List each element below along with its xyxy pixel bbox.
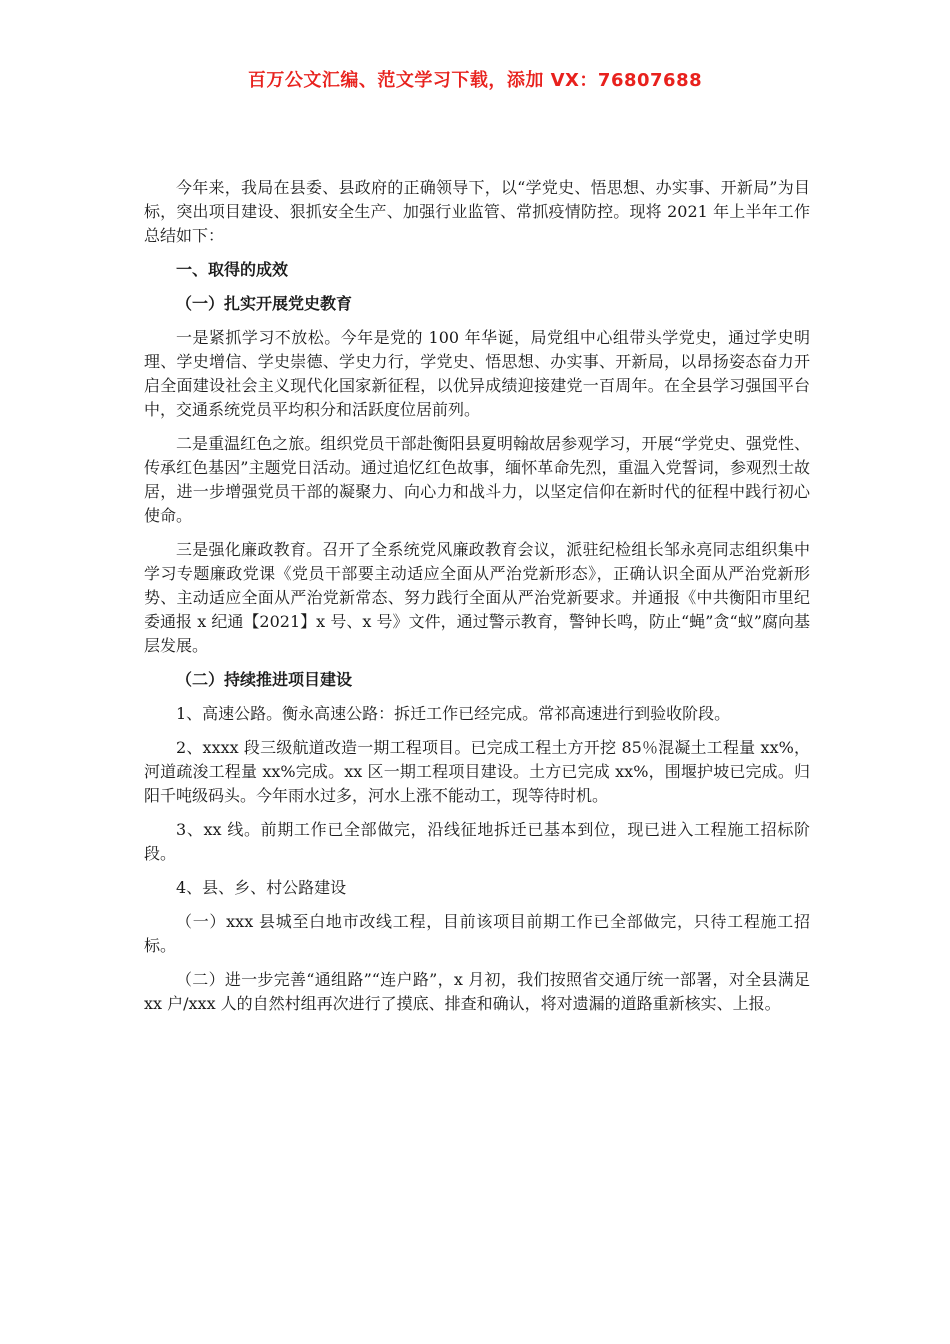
- paragraph-road-construction: 4、县、乡、村公路建设: [176, 878, 347, 897]
- paragraph-county-road: （一）xxx 县城至白地市改线工程，目前该项目前期工作已全部做完，只待工程施工招标。: [144, 912, 810, 955]
- subheading-project-construction: （二）持续推进项目建设: [176, 670, 353, 689]
- watermark-header: 百万公文汇编、范文学习下载，添加 VX：76807688: [247, 70, 703, 91]
- paragraph-red-journey: 二是重温红色之旅。组织党员干部赴衡阳县夏明翰故居参观学习，开展“学党史、强党性、传承红色基因”主题党日活动。通过追忆红色故事，缅怀革命先烈，重温入党誓词，参观烈士故居，进一步增强党员干部的凝聚力、向心力和战斗力，以坚定信仰在新时代的征程中践行初心使命。: [144, 434, 810, 525]
- paragraph-village-roads: （二）进一步完善“通组路”“连户路”，x 月初，我们按照省交通厅统一部署，对全县满足 xx 户/xxx 人的自然村组再次进行了摸底、排查和确认，将对遗漏的道路重新核实、上报。: [144, 970, 810, 1013]
- subheading-party-history-education: （一）扎实开展党史教育: [176, 294, 353, 313]
- section-heading-achievements: 一、取得的成效: [176, 260, 289, 279]
- paragraph-waterway: 2、xxxx 段三级航道改造一期工程项目。已完成工程土方开挖 85％混凝土工程量 xx%，河道疏浚工程量 xx%完成。xx 区一期工程项目建设。土方已完成 xx%，围堰护坡已完成。归阳千吨级码头。今年雨水过多，河水上涨不能动工，现等待时机。: [144, 738, 810, 805]
- paragraph-highway: 1、高速公路。衡永高速公路：拆迁工作已经完成。常祁高速进行到验收阶段。: [176, 704, 731, 723]
- intro-paragraph: 今年来，我局在县委、县政府的正确领导下，以“学党史、悟思想、办实事、开新局”为目标，突出项目建设、狠抓安全生产、加强行业监管、常抓疫情防控。现将 2021 年上半年工作总结如下：: [144, 178, 810, 245]
- paragraph-xx-line: 3、xx 线。前期工作已全部做完，沿线征地拆迁已基本到位，现已进入工程施工招标阶段。: [144, 820, 810, 863]
- paragraph-integrity-education: 三是强化廉政教育。召开了全系统党风廉政教育会议，派驻纪检组长邹永亮同志组织集中学习专题廉政党课《党员干部要主动适应全面从严治党新形态》，正确认识全面从严治党新形势、主动适应全面从严治党新常态、努力践行全面从严治党新要求。并通报《中共衡阳市里纪委通报 x 纪通【2021】x 号、x 号》文件，通过警示教育，警钟长鸣，防止“蝇”贪“蚁”腐向基层发展。: [144, 540, 810, 655]
- document-body: [144, 176, 810, 1016]
- paragraph-study: 一是紧抓学习不放松。今年是党的 100 年华诞，局党组中心组带头学党史，通过学史明理、学史增信、学史崇德、学史力行，学党史、悟思想、办实事、开新局，以昂扬姿态奋力开启全面建设社会主义现代化国家新征程，以优异成绩迎接建党一百周年。在全县学习强国平台中，交通系统党员平均积分和活跃度位居前列。: [144, 328, 810, 419]
